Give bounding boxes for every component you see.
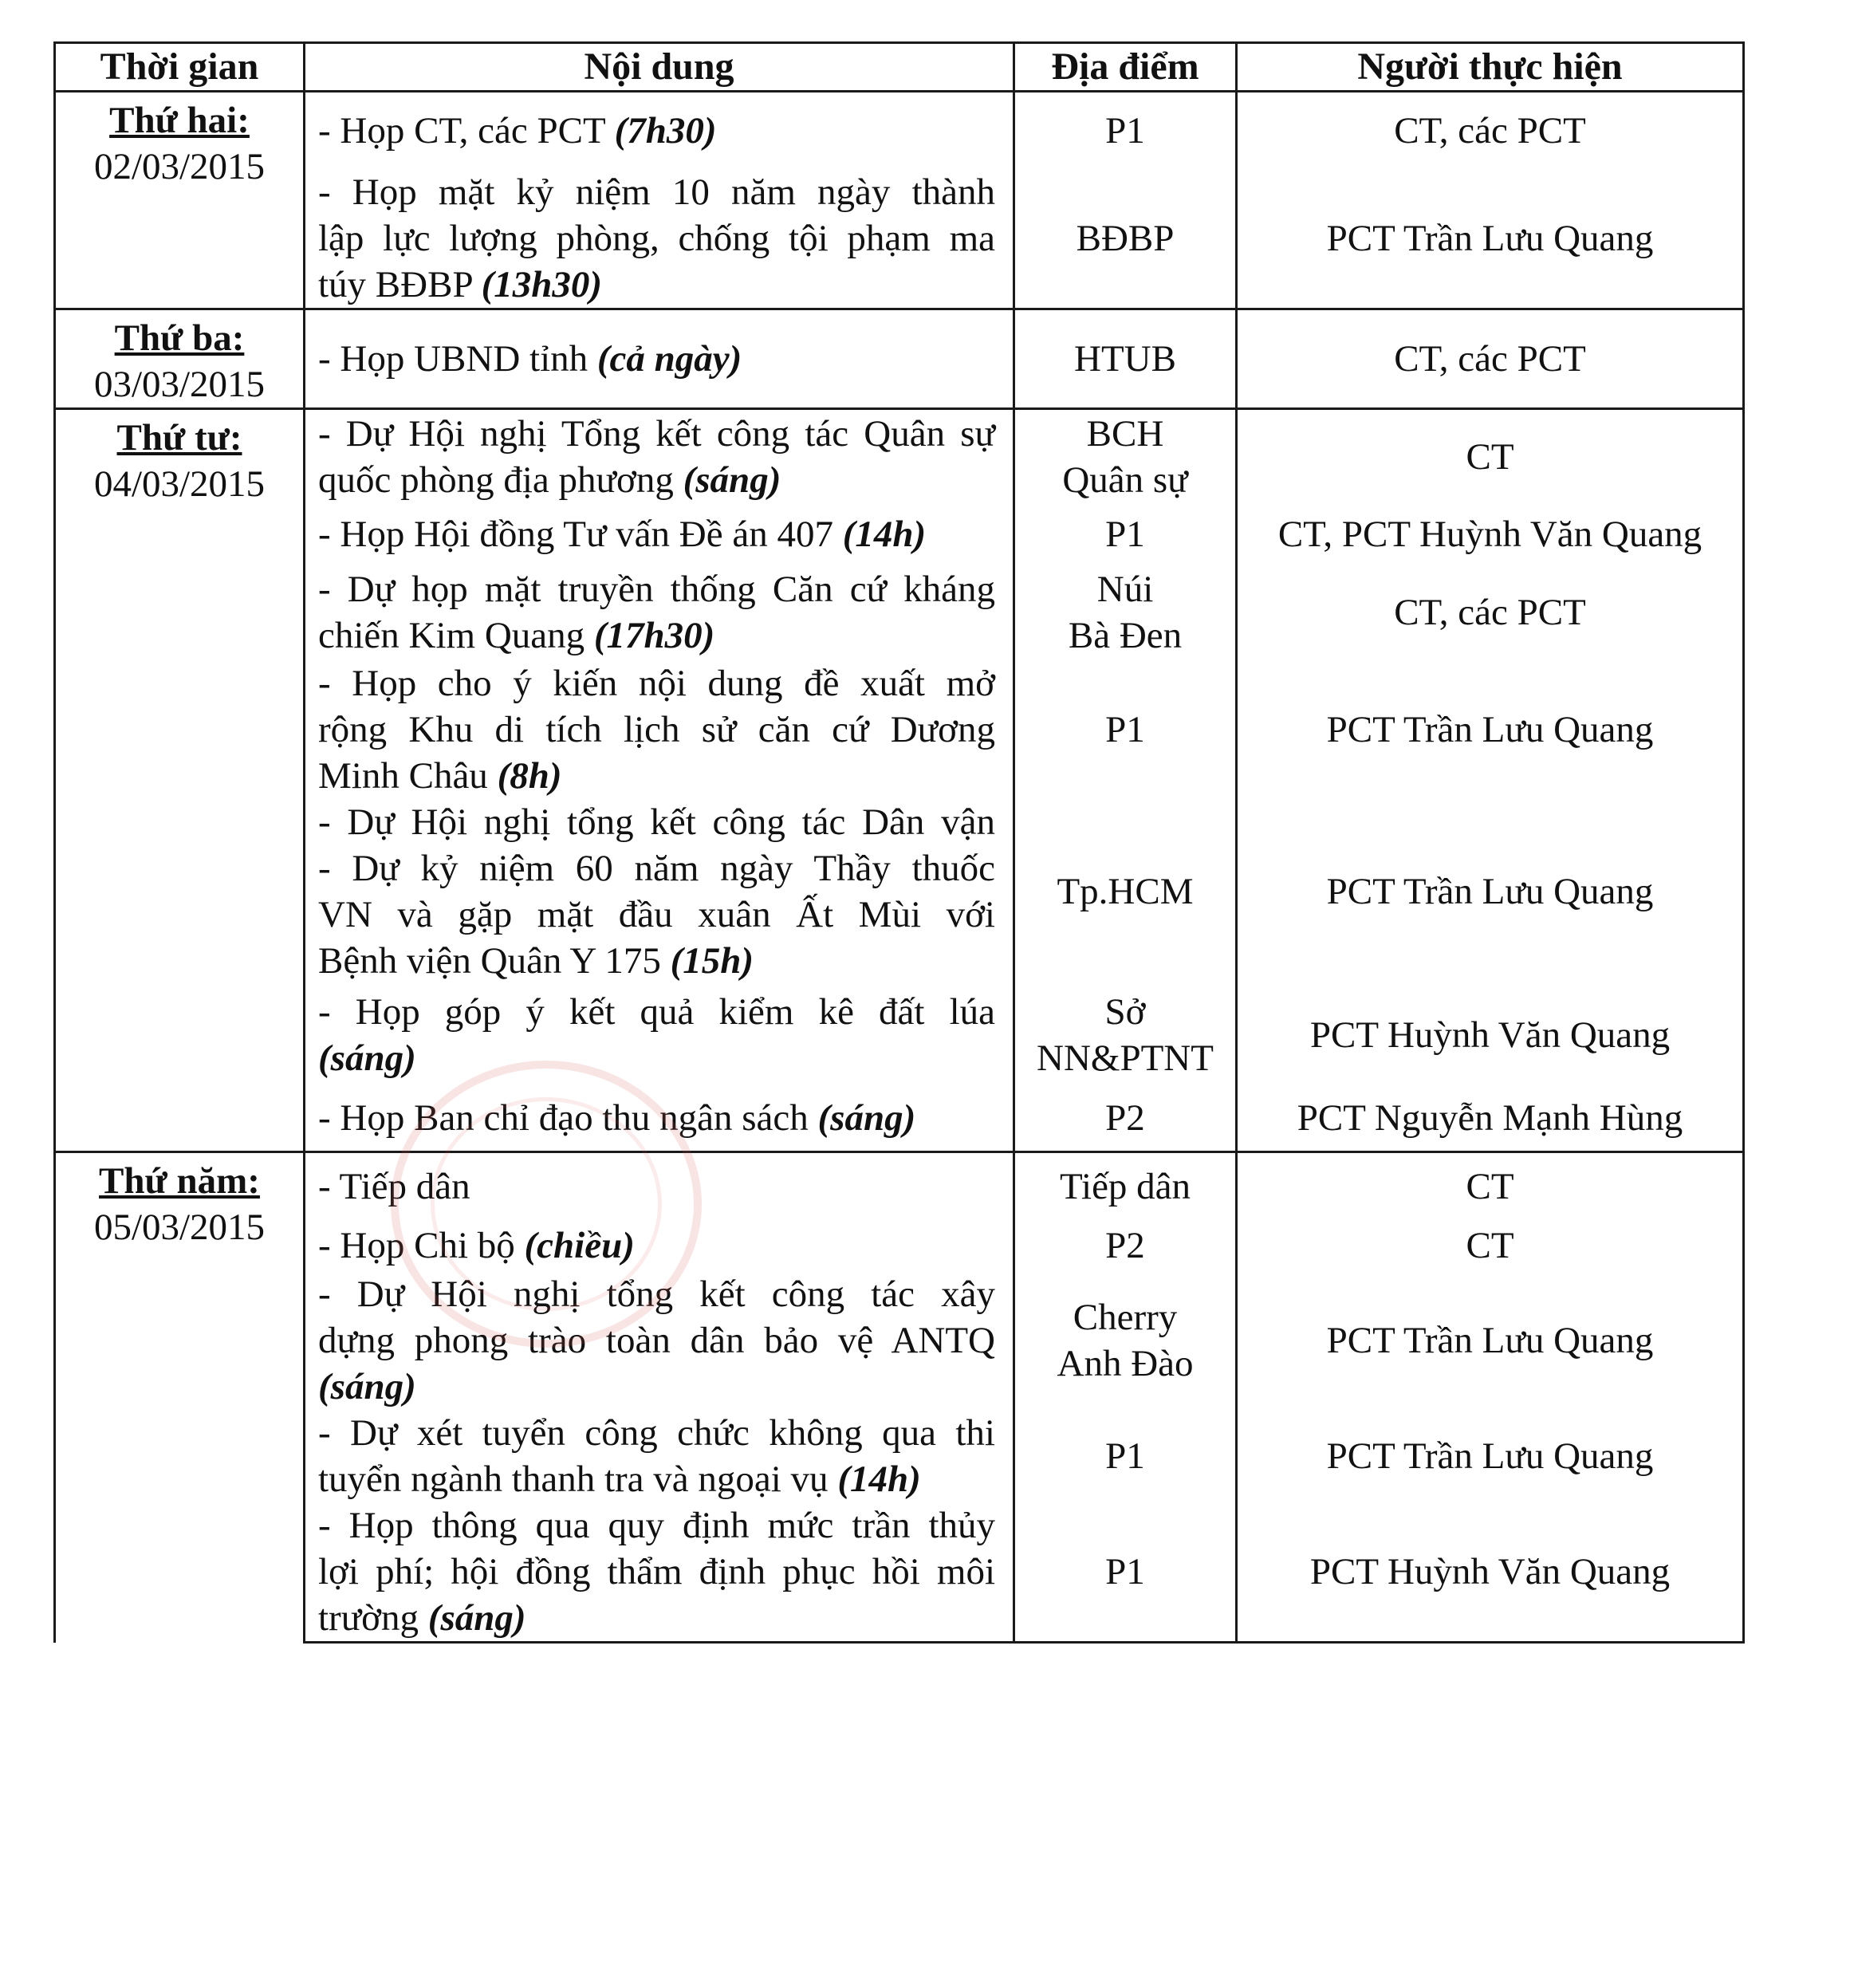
content-line: lập lực lượng phòng, chống tội phạm ma bbox=[318, 217, 995, 259]
person-cell: PCT Trần Lưu Quang bbox=[1237, 169, 1744, 309]
place-line: Tp.HCM bbox=[1057, 871, 1194, 912]
content-cell bbox=[305, 565, 1014, 660]
header-place: Địa điểm bbox=[1014, 43, 1237, 92]
table-row bbox=[55, 169, 1744, 309]
day-cell bbox=[55, 309, 305, 408]
place-line: Sở bbox=[1104, 991, 1146, 1033]
content-line: - Dự họp mặt truyền thống Căn cứ kháng bbox=[318, 569, 995, 610]
content-line: - Dự Hội nghị tổng kết công tác Dân vận bbox=[318, 801, 995, 843]
time-note: (sáng) bbox=[318, 1366, 416, 1407]
content-line: VN và gặp mặt đầu xuân Ất Mùi với bbox=[318, 894, 995, 935]
content-line: - Họp Ban chỉ đạo thu ngân sách bbox=[318, 1097, 818, 1140]
content-cell bbox=[305, 92, 1014, 169]
time-note: (chiều) bbox=[524, 1225, 635, 1266]
table-row bbox=[55, 1086, 1744, 1151]
place-cell bbox=[1014, 799, 1237, 984]
content-cell bbox=[305, 799, 1014, 984]
header-row bbox=[55, 43, 1744, 92]
place-cell bbox=[1014, 1410, 1237, 1502]
content-line: tuyển ngành thanh tra và ngoại vụ bbox=[318, 1459, 838, 1500]
time-note: (sáng) bbox=[683, 459, 781, 501]
place-line: NN&PTNT bbox=[1037, 1037, 1214, 1079]
place-line: BCH bbox=[1086, 412, 1164, 455]
place-line: P1 bbox=[1105, 1551, 1145, 1592]
content-cell bbox=[305, 984, 1014, 1086]
day-date: 05/03/2015 bbox=[93, 1206, 266, 1248]
content-cell bbox=[305, 408, 1014, 504]
content-line: - Dự Hội nghị Tổng kết công tác Quân sự bbox=[318, 412, 995, 455]
content-cell bbox=[305, 1502, 1014, 1643]
content-line: - Họp cho ý kiến nội dung đề xuất mở bbox=[318, 663, 995, 704]
person-cell: PCT Huỳnh Văn Quang bbox=[1237, 984, 1744, 1086]
table-row bbox=[55, 309, 1744, 408]
content-line: lợi phí; hội đồng thẩm định phục hồi môi bbox=[318, 1551, 995, 1592]
table-row bbox=[55, 1220, 1744, 1271]
person-cell: CT, các PCT bbox=[1237, 92, 1744, 169]
day-cell bbox=[55, 1151, 305, 1643]
day-cell bbox=[55, 408, 305, 1151]
content-cell bbox=[305, 1410, 1014, 1502]
place-cell bbox=[1014, 984, 1237, 1086]
content-line: - Dự xét tuyển công chức không qua thi bbox=[318, 1412, 995, 1454]
person-cell: CT bbox=[1237, 1220, 1744, 1271]
person-cell: CT, các PCT bbox=[1237, 309, 1744, 408]
content-cell bbox=[305, 1151, 1014, 1220]
table-row bbox=[55, 408, 1744, 504]
table-row bbox=[55, 504, 1744, 565]
time-note: (14h) bbox=[837, 1459, 921, 1500]
place-line: Quân sự bbox=[1062, 459, 1188, 501]
schedule-table bbox=[53, 41, 1745, 1644]
content-line: - Họp góp ý kết quả kiểm kê đất lúa bbox=[318, 991, 995, 1033]
content-cell bbox=[305, 660, 1014, 799]
content-line: túy BĐBP bbox=[318, 263, 482, 305]
time-note: (cả ngày) bbox=[596, 337, 742, 380]
person-cell: PCT Trần Lưu Quang bbox=[1237, 660, 1744, 799]
place-cell bbox=[1014, 504, 1237, 565]
time-note: (7h30) bbox=[614, 109, 717, 152]
content-line: quốc phòng địa phương bbox=[318, 459, 683, 501]
content-cell bbox=[305, 1086, 1014, 1151]
content-line: rộng Khu di tích lịch sử căn cứ Dương bbox=[318, 709, 995, 750]
place-cell bbox=[1014, 565, 1237, 660]
day-date: 03/03/2015 bbox=[93, 363, 266, 405]
content-line: - Họp Hội đồng Tư vấn Đề án 407 bbox=[318, 514, 843, 555]
table-row bbox=[55, 565, 1744, 660]
place-cell bbox=[1014, 1502, 1237, 1643]
time-note: (17h30) bbox=[593, 615, 715, 656]
content-line: trường bbox=[318, 1597, 428, 1639]
table-row bbox=[55, 92, 1744, 169]
table-row bbox=[55, 799, 1744, 984]
place-line: HTUB bbox=[1074, 337, 1176, 380]
schedule-body bbox=[55, 92, 1744, 1643]
person-cell: PCT Trần Lưu Quang bbox=[1237, 1410, 1744, 1502]
content-line: - Họp UBND tỉnh bbox=[318, 337, 597, 380]
table-row bbox=[55, 1271, 1744, 1410]
person-cell: PCT Huỳnh Văn Quang bbox=[1237, 1502, 1744, 1643]
table-row bbox=[55, 660, 1744, 799]
content-cell bbox=[305, 504, 1014, 565]
content-cell bbox=[305, 1220, 1014, 1271]
header-person: Người thực hiện bbox=[1237, 43, 1744, 92]
person-cell: CT, PCT Huỳnh Văn Quang bbox=[1237, 504, 1744, 565]
place-line: Núi bbox=[1096, 569, 1154, 610]
content-line: - Tiếp dân bbox=[318, 1165, 470, 1207]
place-cell bbox=[1014, 660, 1237, 799]
content-line: - Họp Chi bộ bbox=[318, 1225, 525, 1266]
content-line: - Họp CT, các PCT bbox=[318, 109, 615, 152]
person-cell: PCT Trần Lưu Quang bbox=[1237, 799, 1744, 984]
content-line: dựng phong trào toàn dân bảo vệ ANTQ bbox=[318, 1320, 995, 1361]
header-content: Nội dung bbox=[305, 43, 1014, 92]
place-line: P2 bbox=[1105, 1225, 1145, 1266]
place-line: BĐBP bbox=[1076, 217, 1175, 259]
content-line: - Dự Hội nghị tổng kết công tác xây bbox=[318, 1274, 995, 1315]
day-cell bbox=[55, 92, 305, 309]
place-cell bbox=[1014, 408, 1237, 504]
content-line: Minh Châu bbox=[318, 755, 498, 797]
person-cell: CT, các PCT bbox=[1237, 565, 1744, 660]
place-line: P1 bbox=[1105, 514, 1145, 555]
person-cell: PCT Trần Lưu Quang bbox=[1237, 1271, 1744, 1410]
time-note: (sáng) bbox=[427, 1597, 526, 1639]
day-name: Thứ năm: bbox=[99, 1159, 260, 1202]
table-row bbox=[55, 1410, 1744, 1502]
header-time: Thời gian bbox=[55, 43, 305, 92]
time-note: (sáng) bbox=[318, 1037, 416, 1079]
content-cell bbox=[305, 1271, 1014, 1410]
content-line: - Họp mặt kỷ niệm 10 năm ngày thành bbox=[318, 171, 995, 213]
table-row bbox=[55, 1151, 1744, 1220]
place-line: Cherry bbox=[1073, 1297, 1178, 1338]
time-note: (13h30) bbox=[481, 263, 603, 305]
content-line: - Dự kỷ niệm 60 năm ngày Thầy thuốc bbox=[318, 848, 995, 889]
place-cell bbox=[1014, 1271, 1237, 1410]
time-note: (sáng) bbox=[817, 1097, 916, 1140]
content-line: Bệnh viện Quân Y 175 bbox=[318, 940, 671, 982]
time-note: (8h) bbox=[497, 755, 562, 797]
content-cell bbox=[305, 169, 1014, 309]
place-line: Anh Đào bbox=[1057, 1343, 1194, 1384]
time-note: (15h) bbox=[670, 940, 754, 982]
day-date: 02/03/2015 bbox=[93, 146, 266, 187]
day-name: Thứ ba: bbox=[114, 317, 245, 359]
time-note: (14h) bbox=[842, 514, 927, 555]
table-row bbox=[55, 1502, 1744, 1643]
person-cell: CT bbox=[1237, 1151, 1744, 1220]
place-cell bbox=[1014, 1220, 1237, 1271]
content-line: - Họp thông qua quy định mức trần thủy bbox=[318, 1505, 995, 1546]
day-name: Thứ hai: bbox=[109, 100, 250, 141]
table-row bbox=[55, 984, 1744, 1086]
place-cell bbox=[1014, 309, 1237, 408]
place-cell bbox=[1014, 169, 1237, 309]
place-cell bbox=[1014, 1151, 1237, 1220]
place-line: P1 bbox=[1105, 109, 1145, 152]
day-name: Thứ tư: bbox=[116, 416, 242, 459]
place-line: Bà Đen bbox=[1068, 615, 1183, 656]
place-line: P2 bbox=[1105, 1097, 1145, 1140]
content-line: chiến Kim Quang bbox=[318, 615, 594, 656]
place-line: P1 bbox=[1105, 709, 1145, 750]
place-line: P1 bbox=[1105, 1435, 1145, 1477]
content-cell bbox=[305, 309, 1014, 408]
place-cell bbox=[1014, 92, 1237, 169]
day-date: 04/03/2015 bbox=[93, 463, 266, 505]
person-cell: CT bbox=[1237, 408, 1744, 504]
person-cell: PCT Nguyễn Mạnh Hùng bbox=[1237, 1086, 1744, 1151]
place-line: Tiếp dân bbox=[1059, 1165, 1191, 1207]
place-cell bbox=[1014, 1086, 1237, 1151]
